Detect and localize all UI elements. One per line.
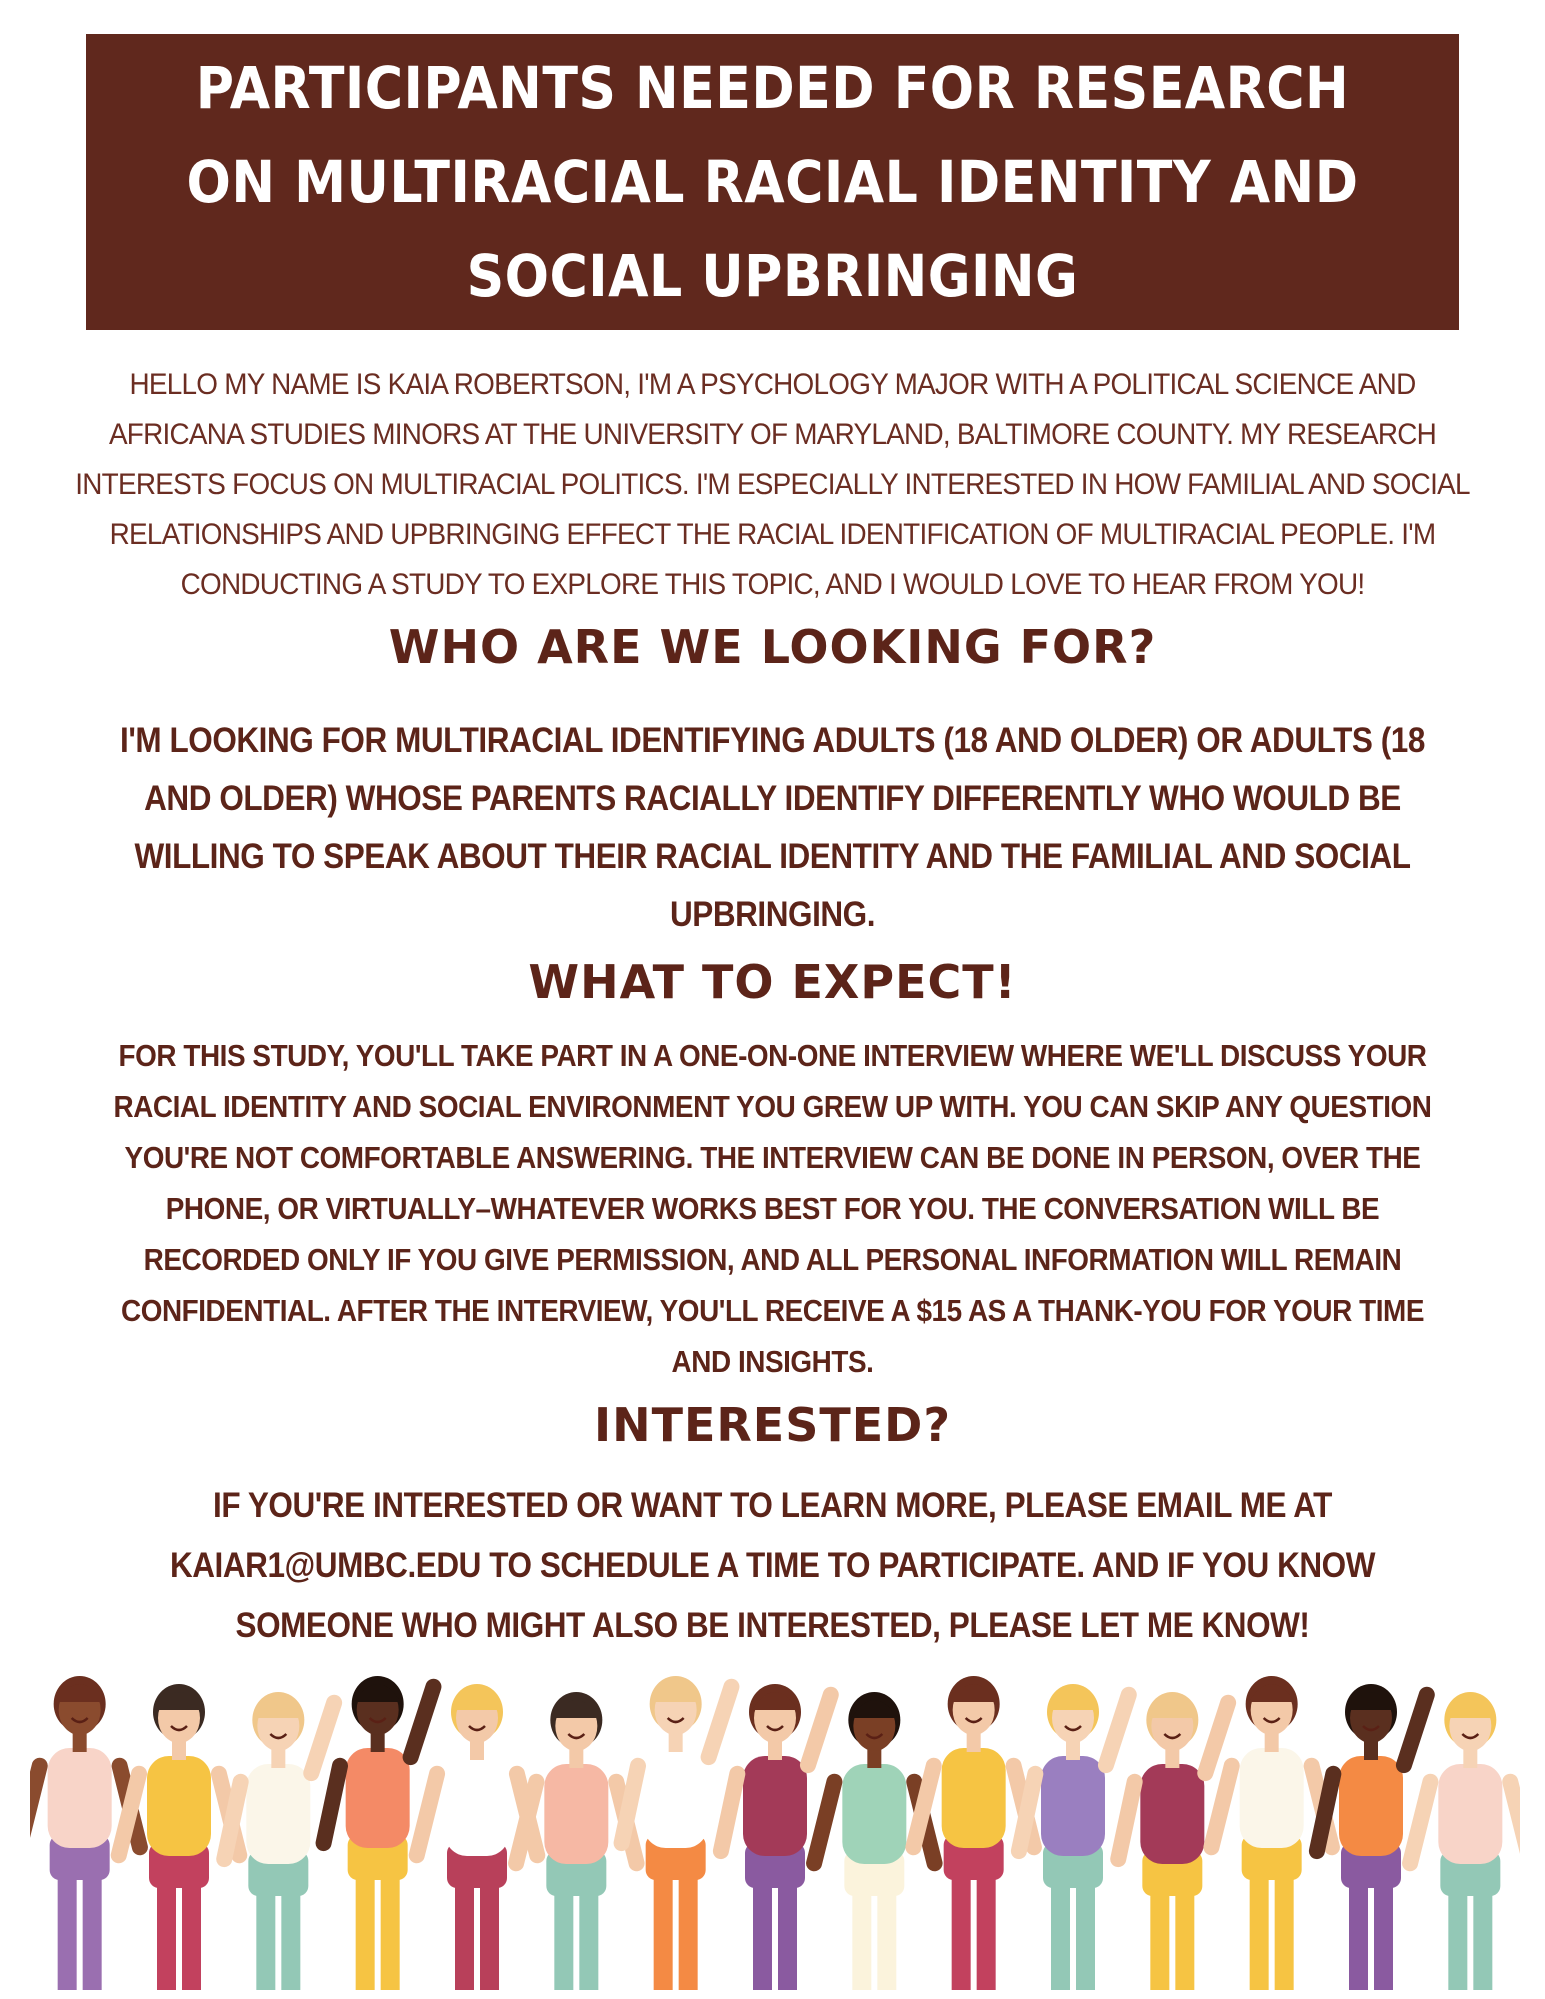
expect-heading: WHAT TO EXPECT! [528, 955, 1017, 1009]
interested-description: IF YOU'RE INTERESTED OR WANT TO LEARN MORE, PLEASE EMAIL ME AT KAIAR1@UMBC.EDU TO SCHEDULE A TIME TO PARTICIPATE. AND IF YOU KNOW SOMEONE WHO MIGHT ALSO BE INTERESTED, PLEASE LET ME KNOW! [169, 1486, 1376, 1645]
diverse-crowd-illustration [30, 1640, 1520, 1990]
expect-description: FOR THIS STUDY, YOU'LL TAKE PART IN A ONE-ON-ONE INTERVIEW WHERE WE'LL DISCUSS YOUR RACIAL IDENTITY AND SOCIAL ENVIRONMENT YOU GREW UP WITH. YOU CAN SKIP ANY QUESTION YOU'RE NOT COMFORTABLE ANSWERING. THE INTERVIEW CAN BE DONE IN PERSON, OVER THE PHONE, OR VIRTUALLY–WHATEVER WORKS BEST FOR YOU. THE CONVERSATION WILL BE RECORDED ONLY IF YOU GIVE PERMISSION, AND ALL PERSONAL INFORMATION WILL REMAIN CONFIDENTIAL. AFTER THE INTERVIEW, YOU'LL RECEIVE A $15 AS A THANK-YOU FOR YOUR TIME AND INSIGHTS. [113, 1038, 1432, 1379]
who-heading: WHO ARE WE LOOKING FOR? [388, 620, 1157, 674]
who-description: I'M LOOKING FOR MULTIRACIAL IDENTIFYING ADULTS (18 AND OLDER) OR ADULTS (18 AND OLDER) WHOSE PARENTS RACIALLY IDENTIFY DIFFERENTLY WHO WOULD BE WILLING TO SPEAK ABOUT THEIR RACIAL IDENTITY AND THE FAMILIAL AND SOCIAL UPBRINGING. [120, 721, 1425, 934]
intro-paragraph: HELLO MY NAME IS KAIA ROBERTSON, I'M A PSYCHOLOGY MAJOR WITH A POLITICAL SCIENCE AND AFRICANA STUDIES MINORS AT THE UNIVERSITY OF MARYLAND, BALTIMORE COUNTY. MY RESEARCH INTERESTS FOCUS ON MULTIRACIAL POLITICS. I'M ESPECIALLY INTERESTED IN HOW FAMILIAL AND SOCIAL RELATIONSHIPS AND UPBRINGING EFFECT THE RACIAL IDENTIFICATION OF MULTIRACIAL PEOPLE. I'M CONDUCTING A STUDY TO EXPLORE THIS TOPIC, AND I WOULD LOVE TO HEAR FROM YOU! [75, 368, 1470, 601]
page-title: PARTICIPANTS NEEDED FOR RESEARCH ON MULTIRACIAL RACIAL IDENTITY AND SOCIAL UPBRINGING [186, 54, 1359, 310]
interested-heading: INTERESTED? [593, 1398, 952, 1452]
title-banner [86, 34, 1459, 330]
